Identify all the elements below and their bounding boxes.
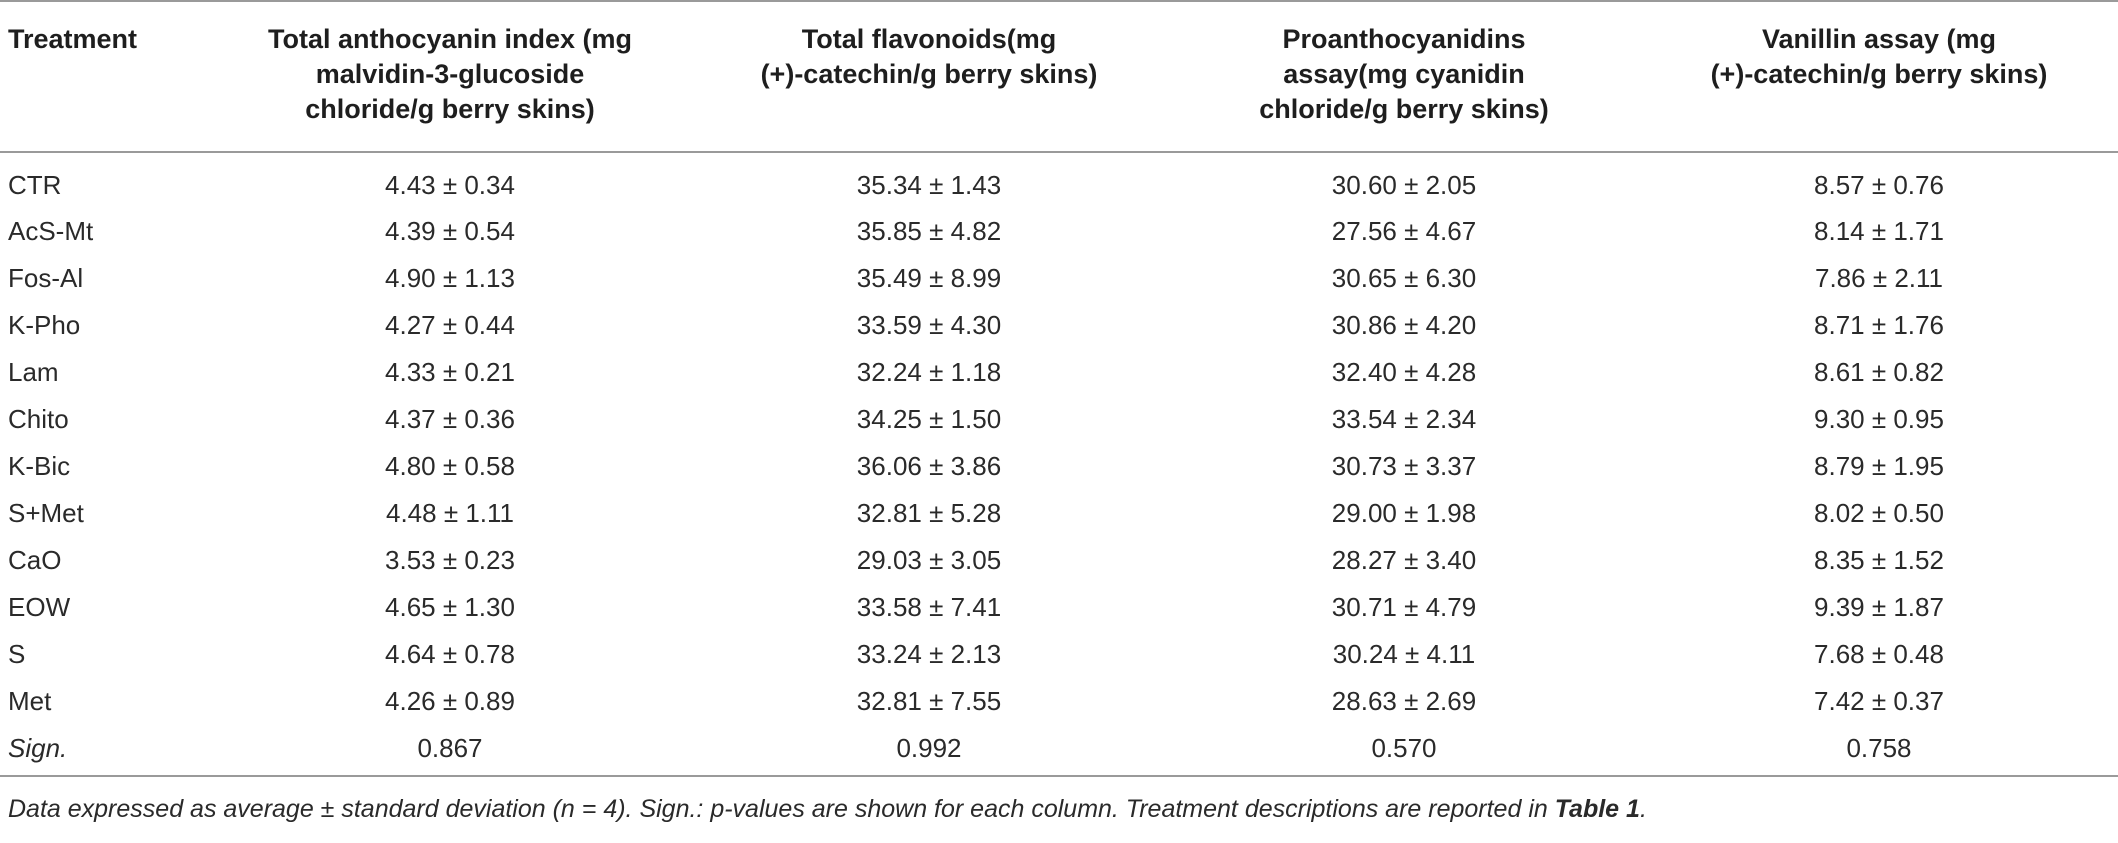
- header-line: chloride/g berry skins): [305, 94, 595, 124]
- header-line: chloride/g berry skins): [1259, 94, 1549, 124]
- value-cell: 4.27 ± 0.44: [385, 310, 515, 340]
- value-cell: 4.65 ± 1.30: [385, 592, 515, 622]
- value-cell: 4.48 ± 1.11: [386, 498, 514, 528]
- header-vanillin-assay: [1640, 1, 2118, 152]
- treatment-cell: CaO: [8, 545, 62, 575]
- table-row: [0, 208, 2118, 255]
- value-cell: 33.24 ± 2.13: [856, 639, 1002, 669]
- table-row: [0, 584, 2118, 631]
- table-header: [0, 1, 2118, 152]
- value-cell: 3.53 ± 0.23: [385, 545, 515, 575]
- treatment-cell: AcS-Mt: [8, 216, 94, 246]
- header-line: Proanthocyanidins: [1282, 24, 1526, 54]
- table-row: [0, 443, 2118, 490]
- value-cell: 4.37 ± 0.36: [385, 404, 515, 434]
- table-body: [0, 152, 2118, 776]
- value-cell: 27.56 ± 4.67: [1331, 216, 1477, 246]
- header-line: assay(mg cyanidin: [1283, 59, 1525, 89]
- table-footnote: [0, 777, 2118, 824]
- value-cell: 33.54 ± 2.34: [1331, 404, 1477, 434]
- treatment-cell: S: [8, 639, 26, 669]
- treatment-cell: EOW: [8, 592, 71, 622]
- value-cell: 9.39 ± 1.87: [1814, 592, 1944, 622]
- header-line: (+)-catechin/g berry skins): [760, 59, 1098, 89]
- value-cell: 29.00 ± 1.98: [1331, 498, 1477, 528]
- treatment-cell: Lam: [8, 357, 59, 387]
- value-cell: 30.24 ± 4.11: [1332, 639, 1476, 669]
- value-cell: 8.35 ± 1.52: [1814, 545, 1944, 575]
- table-row: [0, 152, 2118, 208]
- value-cell: 8.14 ± 1.71: [1814, 216, 1944, 246]
- value-cell: 8.02 ± 0.50: [1814, 498, 1944, 528]
- value-cell: 35.49 ± 8.99: [856, 263, 1002, 293]
- value-cell: 8.71 ± 1.76: [1814, 310, 1944, 340]
- value-cell: 32.81 ± 5.28: [856, 498, 1002, 528]
- header-total-anthocyanin-index: [210, 1, 690, 152]
- treatment-cell: Met: [8, 686, 52, 716]
- value-cell: 36.06 ± 3.86: [856, 451, 1002, 481]
- value-cell: 30.86 ± 4.20: [1331, 310, 1477, 340]
- value-cell: 4.43 ± 0.34: [385, 170, 515, 200]
- treatment-cell: K-Bic: [8, 451, 71, 481]
- header-proanthocyanidins-assay: [1168, 1, 1640, 152]
- table-row: [0, 349, 2118, 396]
- value-cell: 28.27 ± 3.40: [1331, 545, 1477, 575]
- table-row: [0, 396, 2118, 443]
- value-cell: 8.57 ± 0.76: [1814, 170, 1944, 200]
- significance-row: [0, 725, 2118, 776]
- value-cell: 8.61 ± 0.82: [1814, 357, 1944, 387]
- table-row: [0, 537, 2118, 584]
- value-cell: 30.71 ± 4.79: [1331, 592, 1477, 622]
- value-cell: 30.73 ± 3.37: [1331, 451, 1477, 481]
- footnote-table-reference: Table 1: [1554, 795, 1640, 823]
- value-cell: 7.42 ± 0.37: [1814, 686, 1944, 716]
- value-cell: 35.85 ± 4.82: [856, 216, 1002, 246]
- table-row: [0, 490, 2118, 537]
- value-cell: 33.58 ± 7.41: [856, 592, 1002, 622]
- value-cell: 33.59 ± 4.30: [856, 310, 1002, 340]
- header-treatment: [0, 1, 210, 152]
- value-cell: 0.758: [1846, 732, 1912, 763]
- value-cell: 28.63 ± 2.69: [1331, 686, 1477, 716]
- value-cell: 7.68 ± 0.48: [1814, 639, 1944, 669]
- header-total-flavonoids: [690, 1, 1168, 152]
- value-cell: 35.34 ± 1.43: [856, 170, 1002, 200]
- header-line: Total flavonoids(mg: [801, 24, 1057, 54]
- value-cell: 34.25 ± 1.50: [856, 404, 1002, 434]
- value-cell: 4.80 ± 0.58: [385, 451, 515, 481]
- treatment-cell: K-Pho: [8, 310, 81, 340]
- value-cell: 0.867: [417, 732, 483, 763]
- header-line: Treatment: [8, 24, 138, 54]
- footnote-text: Data expressed as average ± standard deviation (n = 4). Sign.: p-values are shown for each column. Treatment descriptions are reported in: [8, 795, 1555, 823]
- header-line: malvidin-3-glucoside: [315, 59, 585, 89]
- value-cell: 4.90 ± 1.13: [385, 263, 515, 293]
- value-cell: 0.570: [1371, 732, 1437, 763]
- treatment-cell: Chito: [8, 404, 69, 434]
- value-cell: 8.79 ± 1.95: [1814, 451, 1944, 481]
- value-cell: 30.65 ± 6.30: [1331, 263, 1477, 293]
- value-cell: 32.40 ± 4.28: [1331, 357, 1477, 387]
- treatment-cell: Sign.: [8, 732, 68, 763]
- value-cell: 4.64 ± 0.78: [385, 639, 515, 669]
- footnote-end: .: [1639, 795, 1647, 823]
- table-row: [0, 678, 2118, 725]
- treatment-cell: CTR: [8, 170, 62, 200]
- value-cell: 32.24 ± 1.18: [856, 357, 1002, 387]
- table-row: [0, 631, 2118, 678]
- value-cell: 7.86 ± 2.11: [1815, 263, 1943, 293]
- value-cell: 32.81 ± 7.55: [856, 686, 1002, 716]
- header-line: (+)-catechin/g berry skins): [1710, 59, 2048, 89]
- header-line: Vanillin assay (mg: [1761, 24, 1997, 54]
- treatment-cell: S+Met: [8, 498, 84, 528]
- header-row: [0, 1, 2118, 152]
- value-cell: 9.30 ± 0.95: [1814, 404, 1944, 434]
- value-cell: 4.39 ± 0.54: [385, 216, 515, 246]
- value-cell: 30.60 ± 2.05: [1331, 170, 1477, 200]
- value-cell: 4.26 ± 0.89: [385, 686, 515, 716]
- table-row: [0, 255, 2118, 302]
- header-line: Total anthocyanin index (mg: [267, 24, 633, 54]
- treatment-cell: Fos-Al: [8, 263, 84, 293]
- table-row: [0, 302, 2118, 349]
- value-cell: 0.992: [896, 732, 962, 763]
- value-cell: 4.33 ± 0.21: [385, 357, 515, 387]
- value-cell: 29.03 ± 3.05: [856, 545, 1002, 575]
